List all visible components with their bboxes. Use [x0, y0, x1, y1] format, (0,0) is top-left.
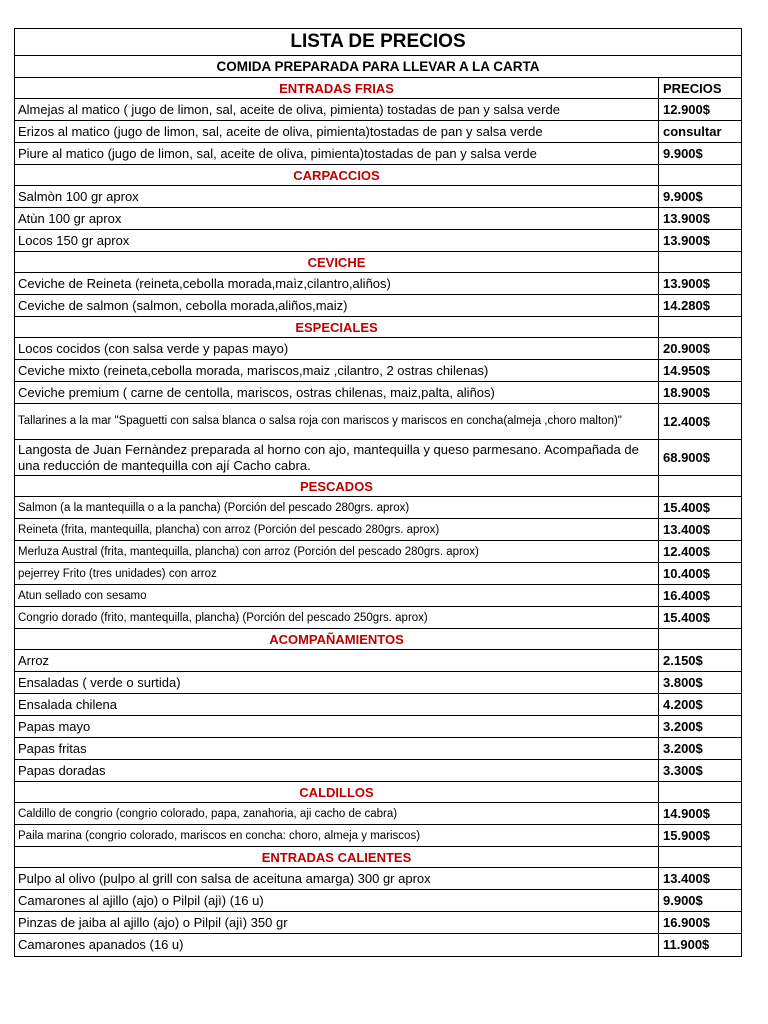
menu-item-name: Papas mayo — [15, 716, 659, 737]
menu-item-name: Pulpo al olivo (pulpo al grill con salsa de aceituna amarga) 300 gr aprox — [15, 868, 659, 889]
menu-item-row — [15, 760, 741, 782]
menu-item-row — [15, 99, 741, 121]
section-header-blank — [659, 317, 741, 337]
section-header — [15, 847, 741, 868]
menu-item-price: 15.400$ — [663, 610, 710, 625]
menu-item-name: Atùn 100 gr aprox — [15, 208, 659, 229]
menu-item-price: 3.200$ — [663, 741, 703, 756]
menu-item-price: 3.200$ — [663, 719, 703, 734]
menu-item-name: Papas fritas — [15, 738, 659, 759]
menu-item-price: 13.900$ — [663, 211, 710, 226]
section-header-blank — [659, 629, 741, 649]
section-header — [15, 476, 741, 497]
menu-item-price: 12.400$ — [663, 544, 710, 559]
section-header-blank — [659, 782, 741, 802]
menu-item-row — [15, 295, 741, 317]
section-header-blank — [659, 252, 741, 272]
menu-item-price: 14.280$ — [663, 298, 710, 313]
section-header — [15, 317, 741, 338]
menu-item-row — [15, 230, 741, 252]
section-header — [15, 78, 741, 99]
menu-item-row — [15, 585, 741, 607]
menu-item-row — [15, 519, 741, 541]
menu-item-price: 4.200$ — [663, 697, 703, 712]
menu-item-name: Salmòn 100 gr aprox — [15, 186, 659, 207]
menu-item-name: Ceviche de Reineta (reineta,cebolla morada,maìz,cilantro,aliños) — [15, 273, 659, 294]
menu-item-name: Ensaladas ( verde o surtida) — [15, 672, 659, 693]
menu-item-price: 14.950$ — [663, 363, 710, 378]
menu-item-name: Camarones al ajillo (ajo) o Pilpil (ajì) (16 u) — [15, 890, 659, 911]
menu-item-name: Langosta de Juan Fernàndez preparada al horno con ajo, mantequilla y queso parmesano. Acompañada de una reducción de mantequilla con ají Cacho cabra. — [15, 440, 659, 475]
menu-item-row — [15, 186, 741, 208]
menu-item-price: 2.150$ — [663, 653, 703, 668]
price-sections — [15, 78, 741, 956]
price-column-header: PRECIOS — [663, 81, 722, 96]
menu-item-row — [15, 121, 741, 143]
menu-item-price: 12.400$ — [663, 413, 710, 429]
section-header — [15, 252, 741, 273]
menu-item-price: 68.900$ — [663, 449, 710, 465]
menu-item-price: 13.900$ — [663, 233, 710, 248]
section-title: ENTRADAS CALIENTES — [15, 847, 659, 867]
menu-item-row — [15, 404, 741, 440]
menu-item-row — [15, 694, 741, 716]
menu-item-row — [15, 338, 741, 360]
menu-item-price: 3.300$ — [663, 763, 703, 778]
menu-item-price: 9.900$ — [663, 189, 703, 204]
menu-item-row — [15, 912, 741, 934]
menu-item-price: 12.900$ — [663, 102, 710, 117]
menu-item-name: Merluza Austral (frita, mantequilla, plancha) con arroz (Porción del pescado 280grs. aprox) — [15, 541, 659, 562]
section-title: CALDILLOS — [15, 782, 659, 802]
menu-item-name: Congrio dorado (frito, mantequilla, plancha) (Porción del pescado 250grs. aprox) — [15, 607, 659, 628]
menu-item-row — [15, 716, 741, 738]
menu-item-price: 20.900$ — [663, 341, 710, 356]
menu-item-row — [15, 541, 741, 563]
menu-item-price: consultar — [663, 124, 722, 139]
section-header — [15, 782, 741, 803]
menu-item-row — [15, 382, 741, 404]
section-header-blank — [659, 847, 741, 867]
section-header-blank — [659, 476, 741, 496]
menu-item-price: 3.800$ — [663, 675, 703, 690]
menu-item-name: Ceviche mixto (reineta,cebolla morada, mariscos,maiz ,cilantro, 2 ostras chilenas) — [15, 360, 659, 381]
menu-item-name: Ceviche premium ( carne de centolla, mariscos, ostras chilenas, maiz,palta, aliños) — [15, 382, 659, 403]
menu-item-price: 13.900$ — [663, 276, 710, 291]
menu-item-row — [15, 440, 741, 476]
menu-item-price: 15.900$ — [663, 828, 710, 843]
section-title: PESCADOS — [15, 476, 659, 496]
section-header-blank — [659, 165, 741, 185]
menu-item-name: Pinzas de jaiba al ajillo (ajo) o Pilpil (ajì) 350 gr — [15, 912, 659, 933]
section-title: ESPECIALES — [15, 317, 659, 337]
menu-item-name: Ensalada chilena — [15, 694, 659, 715]
menu-item-name: Almejas al matico ( jugo de limon, sal, aceite de oliva, pimienta) tostadas de pan y salsa verde — [15, 99, 659, 120]
menu-item-price: 9.900$ — [663, 893, 703, 908]
menu-item-name: Tallarines a la mar "Spaguetti con salsa blanca o salsa roja con mariscos y mariscos en concha(almeja ,choro malton)" — [15, 404, 659, 439]
menu-item-price: 14.900$ — [663, 806, 710, 821]
menu-item-price: 15.400$ — [663, 500, 710, 515]
menu-item-price: 10.400$ — [663, 566, 710, 581]
menu-item-price: 13.400$ — [663, 522, 710, 537]
menu-item-name: Ceviche de salmon (salmon, cebolla morada,aliños,maiz) — [15, 295, 659, 316]
menu-item-name: Papas doradas — [15, 760, 659, 781]
menu-item-row — [15, 208, 741, 230]
menu-item-name: Erizos al matico (jugo de limon, sal, aceite de oliva, pimienta)tostadas de pan y salsa verde — [15, 121, 659, 142]
menu-item-name: Reineta (frita, mantequilla, plancha) con arroz (Porción del pescado 280grs. aprox) — [15, 519, 659, 540]
page-title: LISTA DE PRECIOS — [15, 29, 741, 56]
menu-item-name: pejerrey Frito (tres unidades) con arroz — [15, 563, 659, 584]
menu-item-name: Piure al matico (jugo de limon, sal, aceite de oliva, pimienta)tostadas de pan y salsa verde — [15, 143, 659, 164]
section-header — [15, 629, 741, 650]
section-title: CEVICHE — [15, 252, 659, 272]
menu-item-row — [15, 934, 741, 956]
menu-item-row — [15, 273, 741, 295]
menu-item-row — [15, 650, 741, 672]
section-title: CARPACCIOS — [15, 165, 659, 185]
menu-item-row — [15, 607, 741, 629]
menu-item-row — [15, 738, 741, 760]
page-subtitle: COMIDA PREPARADA PARA LLEVAR A LA CARTA — [15, 56, 741, 78]
menu-item-name: Salmon (a la mantequilla o a la pancha) (Porción del pescado 280grs. aprox) — [15, 497, 659, 518]
menu-item-row — [15, 143, 741, 165]
section-title: ENTRADAS FRIAS — [15, 78, 659, 98]
menu-item-price: 16.900$ — [663, 915, 710, 930]
menu-item-price: 11.900$ — [663, 937, 710, 952]
section-title: ACOMPAÑAMIENTOS — [15, 629, 659, 649]
menu-item-row — [15, 360, 741, 382]
menu-item-name: Caldillo de congrio (congrio colorado, papa, zanahoria, aji cacho de cabra) — [15, 803, 659, 824]
menu-item-row — [15, 825, 741, 847]
menu-item-price: 16.400$ — [663, 588, 710, 603]
menu-item-name: Atun sellado con sesamo — [15, 585, 659, 606]
menu-item-price: 9.900$ — [663, 146, 703, 161]
menu-item-price: 13.400$ — [663, 871, 710, 886]
section-header — [15, 165, 741, 186]
menu-item-row — [15, 868, 741, 890]
menu-item-row — [15, 563, 741, 585]
menu-item-row — [15, 890, 741, 912]
menu-item-row — [15, 672, 741, 694]
menu-item-name: Locos 150 gr aprox — [15, 230, 659, 251]
menu-item-name: Arroz — [15, 650, 659, 671]
menu-item-name: Paila marina (congrio colorado, mariscos en concha: choro, almeja y mariscos) — [15, 825, 659, 846]
price-list-sheet — [14, 28, 742, 957]
menu-item-row — [15, 803, 741, 825]
menu-item-name: Locos cocidos (con salsa verde y papas mayo) — [15, 338, 659, 359]
menu-item-name: Camarones apanados (16 u) — [15, 934, 659, 956]
menu-item-price: 18.900$ — [663, 385, 710, 400]
menu-item-row — [15, 497, 741, 519]
